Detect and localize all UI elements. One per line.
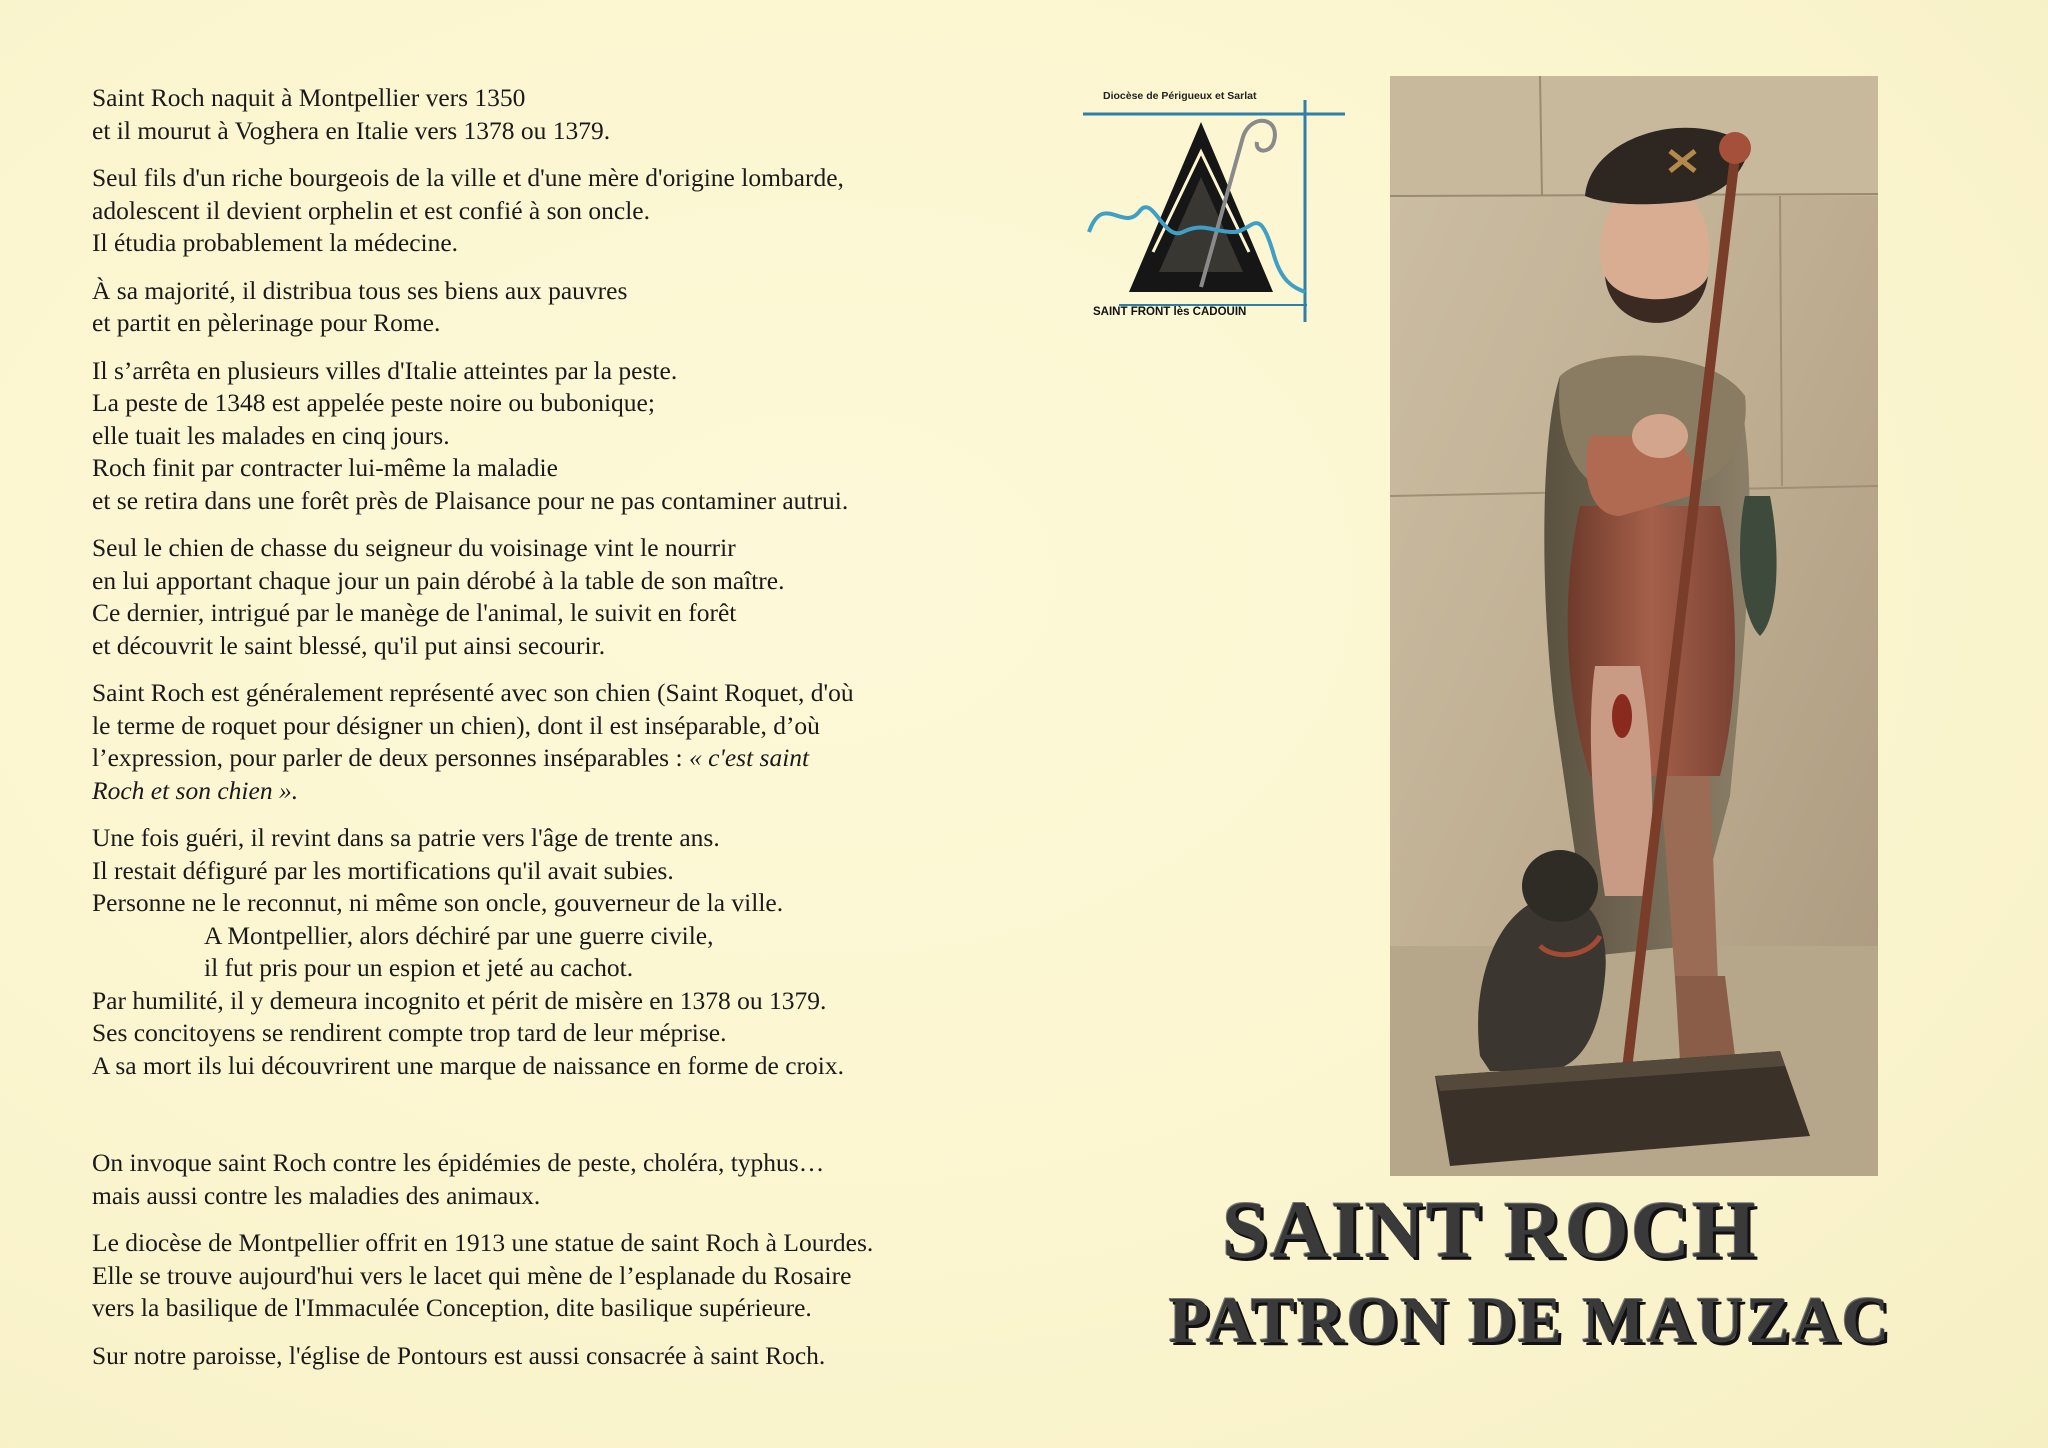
text-line: elle tuait les malades en cinq jours. (92, 420, 450, 450)
logo-bottom-text: SAINT FRONT lès CADOUIN (1093, 306, 1247, 318)
text-line: Il restait défiguré par les mortifications qu'il avait subies. (92, 855, 674, 885)
text-line: le terme de roquet pour désigner un chien), dont il est inséparable, d’où (92, 710, 820, 740)
logo-emblem-icon (1083, 82, 1345, 327)
text-line: À sa majorité, il distribua tous ses biens aux pauvres (92, 275, 628, 305)
text-line: et découvrit le saint blessé, qu'il put ainsi secourir. (92, 630, 606, 660)
text-line: Personne ne le reconnut, ni même son oncle, gouverneur de la ville. (92, 888, 784, 917)
logo-top-text: Diocèse de Périgueux et Sarlat (1103, 90, 1257, 102)
paragraph-representation (92, 677, 982, 807)
text-line: Le diocèse de Montpellier offrit en 1913 une statue de saint Roch à Lourdes. (92, 1228, 874, 1257)
text-line: Roch finit par contracter lui-même la maladie (92, 453, 558, 482)
text-line: et partit en pèlerinage pour Rome. (92, 308, 441, 337)
text-line: Ses concitoyens se rendirent compte trop tard de leur méprise. (92, 1018, 727, 1047)
text-line: et il mourut à Voghera en Italie vers 1378 ou 1379. (92, 115, 611, 145)
paragraph-invocation (92, 1147, 982, 1212)
text-line: et se retira dans une forêt près de Plaisance pour ne pas contaminer autrui. (92, 485, 849, 515)
text-line: Il s’arrêta en plusieurs villes d'Italie atteintes par la peste. (92, 355, 678, 385)
paragraph-birth (92, 82, 982, 147)
text-line: Sur notre paroisse, l'église de Pontours est aussi consacrée à saint Roch. (92, 1340, 826, 1370)
sub-title: PATRON DE MAUZAC (1168, 1284, 1892, 1357)
main-title: SAINT ROCH (1222, 1184, 1758, 1275)
text-line-indented: A Montpellier, alors déchiré par une guerre civile, (204, 920, 714, 950)
text-line: Il étudia probablement la médecine. (92, 228, 459, 257)
spacer (92, 1097, 982, 1147)
text-line: Une fois guéri, il revint dans sa patrie vers l'âge de trente ans. (92, 823, 720, 852)
text-line: Seul le chien de chasse du seigneur du voisinage vint le nourrir (92, 533, 736, 562)
text-segment: l’expression, pour parler de deux personnes inséparables : (92, 743, 689, 772)
quote-segment: « c'est saint (688, 743, 810, 772)
saint-roch-statue-image (1390, 76, 1878, 1176)
text-line: A sa mort ils lui découvrirent une marque de naissance en forme de croix. (92, 1050, 845, 1080)
diocese-logo (1083, 82, 1345, 327)
text-line: vers la basilique de l'Immaculée Conception, dite basilique supérieure. (92, 1293, 812, 1322)
text-line: Par humilité, il y demeura incognito et périt de misère en 1378 ou 1379. (92, 985, 827, 1015)
paragraph-plague (92, 355, 982, 518)
left-text-column (92, 82, 982, 1387)
text-line: On invoque saint Roch contre les épidémies de peste, choléra, typhus… (92, 1148, 825, 1177)
statue-photo (1390, 76, 1878, 1176)
text-line: Seul fils d'un riche bourgeois de la ville et d'une mère d'origine lombarde, (92, 163, 844, 192)
paragraph-pilgrimage (92, 275, 982, 340)
paragraph-family (92, 162, 982, 260)
paragraph-lourdes (92, 1227, 982, 1325)
text-line: adolescent il devient orphelin et est confié à son oncle. (92, 195, 650, 225)
text-line: en lui apportant chaque jour un pain dérobé à la table de son maître. (92, 565, 785, 595)
text-line: Saint Roch naquit à Montpellier vers 1350 (92, 83, 526, 112)
paragraph-return (92, 822, 982, 1082)
text-line: La peste de 1348 est appelée peste noire ou bubonique; (92, 388, 655, 417)
text-line (92, 742, 982, 775)
text-line: Elle se trouve aujourd'hui vers le lacet qui mène de l’esplanade du Rosaire (92, 1260, 852, 1290)
text-line: Saint Roch est généralement représenté avec son chien (Saint Roquet, d'où (92, 678, 854, 707)
quote-line: Roch et son chien ». (92, 775, 299, 805)
text-line: mais aussi contre les maladies des animaux. (92, 1180, 541, 1210)
text-line-indented: il fut pris pour un espion et jeté au cachot. (204, 953, 634, 982)
paragraph-dog (92, 532, 982, 662)
paragraph-parish (92, 1340, 982, 1373)
text-line: Ce dernier, intrigué par le manège de l'animal, le suivit en forêt (92, 598, 737, 627)
